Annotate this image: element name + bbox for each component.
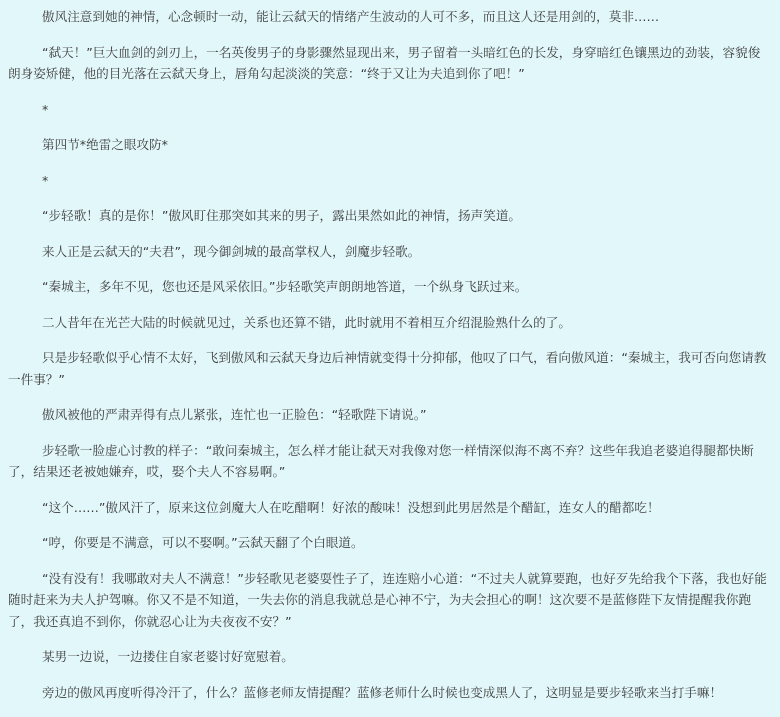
- paragraph: “弑天！”巨大血剑的剑刃上，一名英俊男子的身影骤然显现出来，男子留着一头暗红色的长发，身穿暗红色镶黑边的劲装，容貌俊朗身姿矫健，他的目光落在云弑天身上，唇角勾起淡淡的笑意：“终于又让为夫追到你了吧！”: [8, 44, 761, 81]
- paragraph: “秦城主，多年不见，您也还是风采依旧。”步轻歌笑声朗朗地答道，一个纵身飞跃过来。: [42, 279, 528, 294]
- paragraph: 来人正是云弑天的“夫君”，现今御剑城的最高掌权人，剑魔步轻歌。: [42, 243, 421, 259]
- section-separator: *: [42, 172, 49, 188]
- paragraph: 某男一边说，一边搂住自家老婆讨好宽慰着。: [42, 649, 294, 664]
- chapter-heading: 第四节*绝雷之眼攻防*: [42, 137, 168, 152]
- section-separator: *: [42, 101, 49, 117]
- paragraph: “哼，你要是不满意，可以不娶啊。”云弑天翻了个白眼道。: [42, 535, 364, 550]
- paragraph: 傲风被他的严肃弄得有点儿紧张，连忙也一正脸色：“轻歌陛下请说。”: [42, 407, 427, 422]
- paragraph: 傲风注意到她的神情，心念顿时一动，能让云弑天的情绪产生波动的人可不多，而且这人还是用剑的，莫非……: [42, 9, 660, 24]
- paragraph: “这个……”傲风汗了，原来这位剑魔大人在吃醋啊！好浓的酸味！没想到此男居然是个醋缸，连女人的醋都吃！: [42, 499, 660, 515]
- paragraph: “没有没有！我哪敢对夫人不满意！”步轻歌见老婆耍性子了，连连赔小心道：“不过夫人就算要跑，也好歹先给我个下落，我也好能随时赶来为夫人护驾嘛。你又不是不知道，一失去你的消息我就总是心神不宁，为夫会担心的啊！这次要不是蓝修陛下友情提醒我你跑了，我还真追不到你，你就忍心让为夫夜夜不安？”: [8, 570, 767, 629]
- paragraph: 二人昔年在光芒大陆的时候就见过，关系也还算不错，此时就用不着相互介绍混脸熟什么的了。: [42, 314, 571, 330]
- paragraph: “步轻歌！真的是你！”傲风盯住那突如其来的男子，露出果然如此的神情，扬声笑道。: [42, 208, 522, 223]
- paragraph: 旁边的傲风再度听得冷汗了，什么？蓝修老师友情提醒？蓝修老师什么时候也变成黑人了，这明显是要步轻歌来当打手嘛！: [42, 684, 723, 700]
- paragraph: 只是步轻歌似乎心情不太好，飞到傲风和云弑天身边后神情就变得十分抑郁，他叹了口气，看向傲风道：“秦城主，我可否向您请教一件事？”: [8, 350, 767, 387]
- paragraph: 步轻歌一脸虚心讨教的样子：“敢问秦城主，怎么样才能让弑天对我像对您一样情深似海不离不弃？这些年我追老婆追得腿都快断了，结果还老被她嫌弃，哎，娶个夫人不容易啊。”: [8, 442, 754, 479]
